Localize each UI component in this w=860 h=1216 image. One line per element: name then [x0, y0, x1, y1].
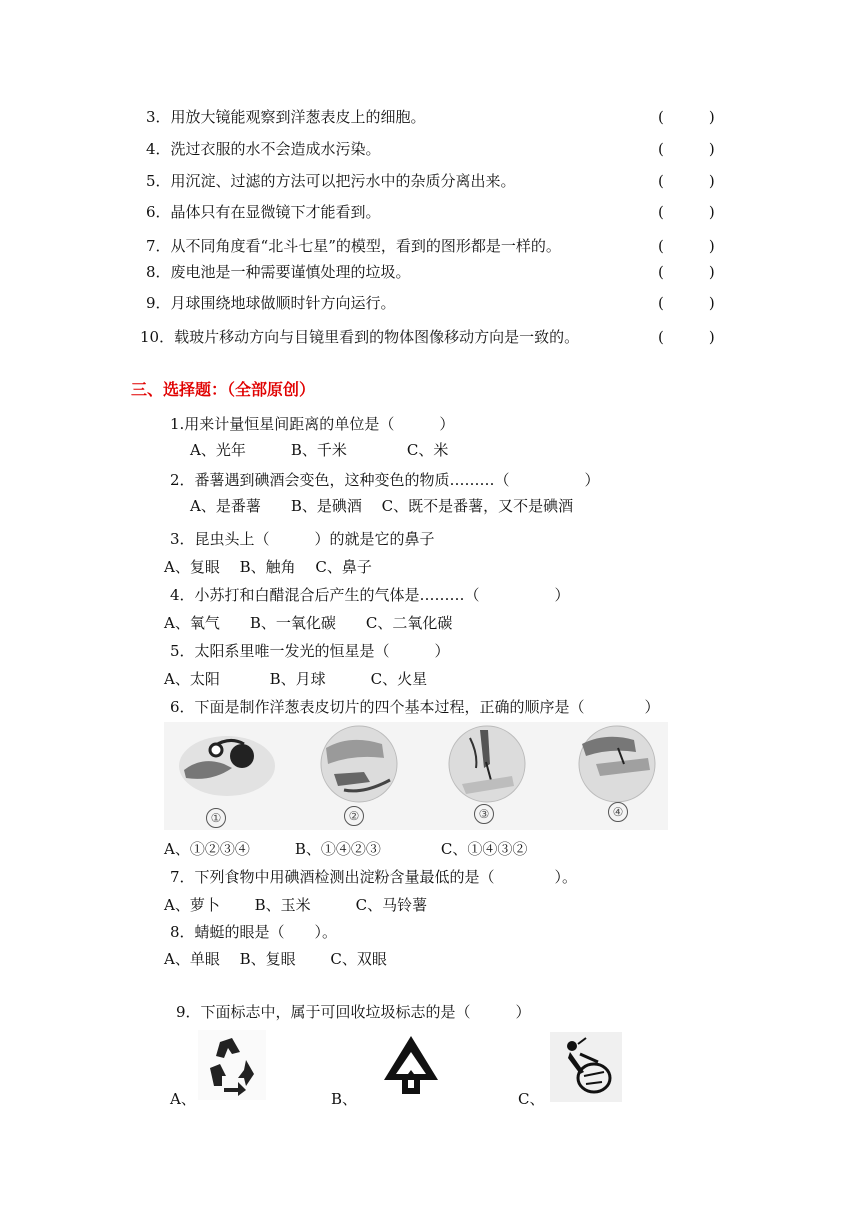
mc-q7: 7．下列食物中用碘酒检测出淀粉含量最低的是（ ）。: [170, 868, 578, 886]
tf-item-6: 6．晶体只有在显微镜下才能看到。: [146, 203, 381, 221]
answer-paren[interactable]: ( ): [658, 140, 715, 158]
mc-q9: 9．下面标志中，属于可回收垃圾标志的是（ ）: [176, 1003, 531, 1021]
section-title: 三、选择题：（全部原创）: [131, 380, 316, 399]
step-1-label: ①: [206, 808, 226, 828]
step-4-image: [562, 724, 672, 804]
step-4-label: ④: [608, 802, 628, 822]
mc-q4: 4．小苏打和白醋混合后产生的气体是………（ ）: [170, 586, 570, 604]
mc-q5-options: A、太阳 B、月球 C、火星: [164, 670, 428, 688]
mc-q2: 2．番薯遇到碘酒会变色，这种变色的物质………（ ）: [170, 471, 600, 489]
tf-item-9: 9．月球围绕地球做顺时针方向运行。: [146, 294, 396, 312]
step-2-image: [304, 724, 414, 804]
tf-item-10: 10．载玻片移动方向与目镜里看到的物体图像移动方向是一致的。: [140, 328, 580, 346]
triangle-arrow-icon: [380, 1030, 442, 1102]
mc-q2-options: A、是番薯 B、是碘酒 C、既不是番薯，又不是碘酒: [190, 497, 574, 515]
answer-paren[interactable]: ( ): [658, 108, 715, 126]
answer-paren[interactable]: ( ): [658, 172, 715, 190]
mc-q8-options: A、单眼 B、复眼 C、双眼: [164, 950, 387, 968]
step-3-label: ③: [474, 804, 494, 824]
onion-slide-steps-figure: [164, 722, 668, 830]
option-a-label: A、: [170, 1090, 196, 1108]
mc-q8: 8．蜻蜓的眼是（ ）。: [170, 923, 338, 941]
tf-item-7: 7．从不同角度看“北斗七星”的模型，看到的图形都是一样的。: [146, 237, 561, 255]
step-2-label: ②: [344, 806, 364, 826]
mc-q5: 5．太阳系里唯一发光的恒星是（ ）: [170, 642, 450, 660]
answer-paren[interactable]: ( ): [658, 237, 715, 255]
step-1-image: [172, 726, 282, 806]
mc-q6: 6．下面是制作洋葱表皮切片的四个基本过程，正确的顺序是（ ）: [170, 698, 660, 716]
person-bin-icon: [550, 1032, 622, 1102]
answer-paren[interactable]: ( ): [658, 328, 715, 346]
answer-paren[interactable]: ( ): [658, 263, 715, 281]
mc-q1-options: A、光年 B、千米 C、米: [190, 441, 449, 459]
tf-item-5: 5．用沉淀、过滤的方法可以把污水中的杂质分离出来。: [146, 172, 516, 190]
answer-paren[interactable]: ( ): [658, 294, 715, 312]
mc-q6-options: A、①②③④ B、①④②③ C、①④③②: [164, 840, 528, 858]
mc-q7-options: A、萝卜 B、玉米 C、马铃薯: [164, 896, 428, 914]
step-3-image: [432, 724, 542, 804]
tf-item-3: 3．用放大镜能观察到洋葱表皮上的细胞。: [146, 108, 426, 126]
answer-paren[interactable]: ( ): [658, 203, 715, 221]
tf-item-4: 4．洗过衣服的水不会造成水污染。: [146, 140, 381, 158]
mc-q3-options: A、复眼 B、触角 C、鼻子: [164, 558, 372, 576]
option-b-label: B、: [331, 1090, 358, 1108]
tf-item-8: 8．废电池是一种需要谨慎处理的垃圾。: [146, 263, 411, 281]
option-c-label: C、: [518, 1090, 545, 1108]
mc-q1: 1.用来计量恒星间距离的单位是（ ）: [170, 415, 455, 433]
recycle-icon: [198, 1030, 266, 1100]
mc-q4-options: A、氧气 B、一氧化碳 C、二氧化碳: [164, 614, 453, 632]
mc-q3: 3．昆虫头上（ ）的就是它的鼻子: [170, 530, 435, 548]
